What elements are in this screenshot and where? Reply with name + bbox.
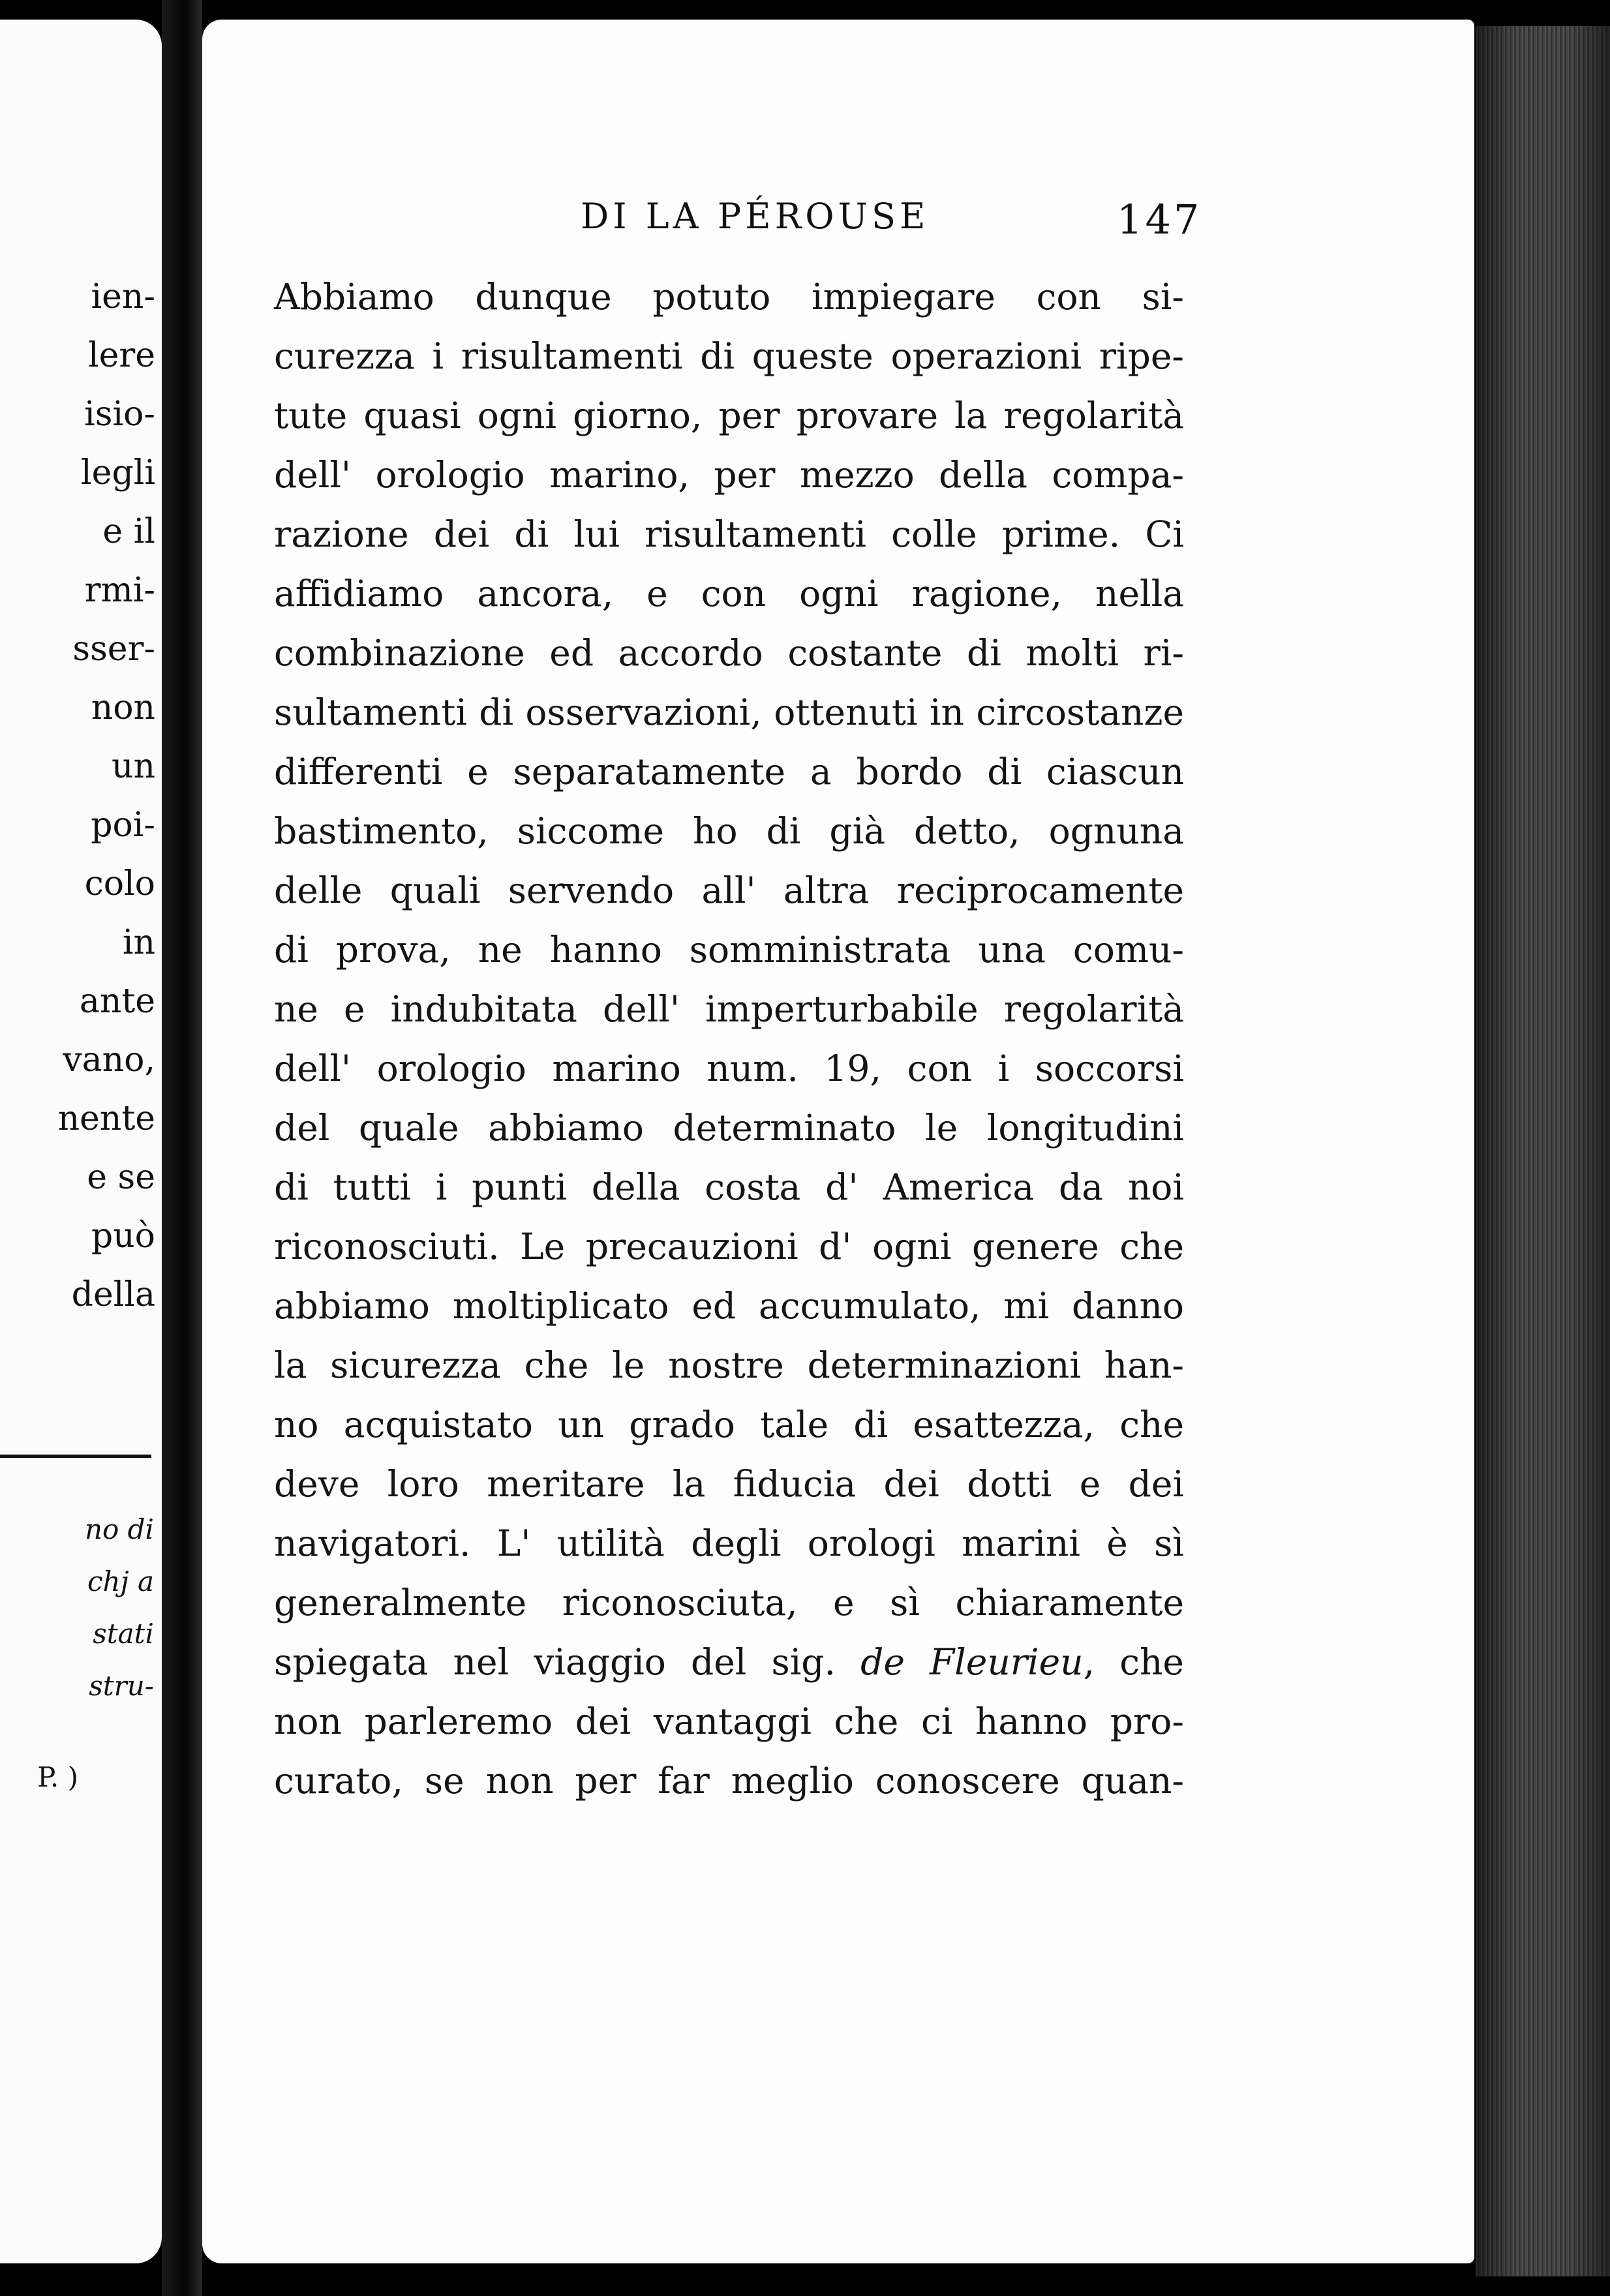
body-text-line: di prova, ne hanno somministrata una comu- (274, 929, 1184, 971)
fore-edge-shading (1476, 26, 1610, 2276)
left-page-line: può (91, 1216, 155, 1256)
body-text-line: riconosciuti. Le precauzioni d' ogni genere che (274, 1226, 1184, 1267)
left-page-line: legli (81, 453, 155, 492)
body-text-line: la sicurezza che le nostre determinazioni han- (274, 1344, 1184, 1386)
left-page-footnote-rule (0, 1455, 151, 1458)
left-page-footnote-line: stati (93, 1618, 154, 1650)
italic-name: de Fleurieu (860, 1641, 1084, 1683)
left-page-line: ien- (91, 277, 155, 316)
left-page-footnote-line: stru- (89, 1670, 154, 1702)
body-text-segment: , che (1083, 1641, 1184, 1683)
body-text-line: curato, se non per far meglio conoscere quan- (274, 1760, 1184, 1802)
body-text-line: dell' orologio marino num. 19, con i soccorsi (274, 1048, 1184, 1089)
left-page-footnote-end: P. ) (37, 1761, 78, 1793)
left-page-line: in (122, 923, 155, 962)
left-page-line: isio- (84, 395, 155, 434)
body-text-line: generalmente riconosciuta, e sì chiaramente (274, 1582, 1184, 1624)
body-text-line: deve loro meritare la fiducia dei dotti e dei (274, 1463, 1184, 1505)
left-page-line: vano, (63, 1040, 155, 1080)
body-text-line: ne e indubitata dell' imperturbabile regolarità (274, 988, 1184, 1030)
left-page-line: sser- (72, 629, 155, 669)
left-page-line: ante (79, 982, 155, 1021)
book-gutter (162, 0, 202, 2296)
body-text (274, 267, 1184, 1811)
running-head: DI LA PÉROUSE (581, 196, 930, 237)
left-page-footnote-line: no di (84, 1513, 154, 1545)
left-page-line: della (71, 1275, 155, 1314)
body-text-segment: spiegata nel viaggio del sig. (274, 1641, 836, 1683)
body-text-line: non parleremo dei vantaggi che ci hanno pro- (274, 1700, 1184, 1742)
body-text-line: razione dei di lui risultamenti colle prime. Ci (274, 513, 1184, 555)
body-text-line: bastimento, siccome ho di già detto, ognuna (274, 810, 1184, 852)
body-text-line: differenti e separatamente a bordo di ciascun (274, 751, 1184, 793)
body-text-line: affidiamo ancora, e con ogni ragione, nella (274, 573, 1184, 614)
left-page-line: poi- (91, 806, 155, 845)
left-page-line: e se (87, 1158, 155, 1197)
body-text-line: del quale abbiamo determinato le longitudini (274, 1107, 1184, 1149)
body-text-line: tute quasi ogni giorno, per provare la regolarità (274, 395, 1184, 436)
left-page-footnote-line: chj a (87, 1565, 154, 1597)
body-text-line: curezza i risultamenti di queste operazioni ripe- (274, 335, 1184, 377)
body-text-line: no acquistato un grado tale di esattezza, che (274, 1404, 1184, 1445)
left-page-line: nente (57, 1099, 155, 1138)
body-text-line: dell' orologio marino, per mezzo della compa- (274, 454, 1184, 496)
body-text-line: combinazione ed accordo costante di molti ri- (274, 632, 1184, 674)
body-text-line: sultamenti di osservazioni, ottenuti in circostanze (274, 691, 1184, 733)
page-number: 147 (1117, 196, 1202, 243)
body-text-line: abbiamo moltiplicato ed accumulato, mi danno (274, 1285, 1184, 1327)
left-page-line: colo (84, 864, 155, 903)
left-page-line: un (112, 747, 155, 786)
body-text-line: delle quali servendo all' altra reciprocamente (274, 869, 1184, 911)
left-page-line: lere (87, 336, 155, 375)
left-page-line: rmi- (84, 571, 155, 610)
body-text-line: navigatori. L' utilità degli orologi marini è sì (274, 1522, 1184, 1564)
left-page-line: e il (102, 512, 155, 551)
body-text-line: Abbiamo dunque potuto impiegare con si- (274, 276, 1184, 318)
left-page-line: non (91, 688, 155, 727)
body-text-line: di tutti i punti della costa d' America da noi (274, 1166, 1184, 1208)
body-text-line (274, 1633, 1184, 1692)
